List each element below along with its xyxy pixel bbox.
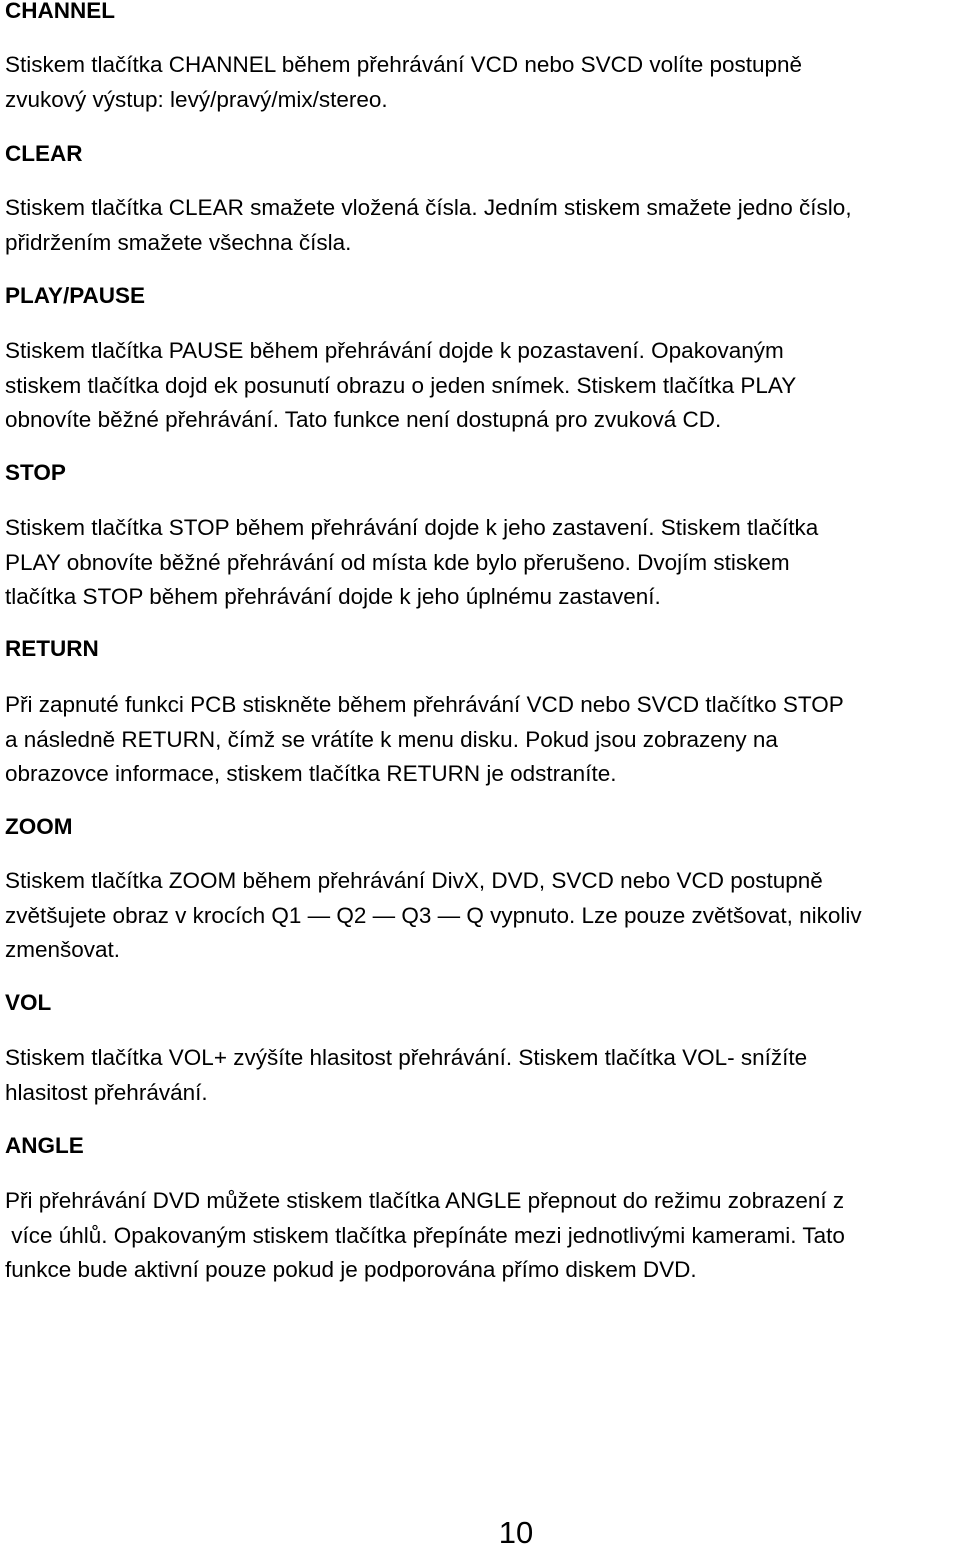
section-heading-return: RETURN xyxy=(5,636,99,661)
text-line: a následně RETURN, čímž se vrátíte k menu disku. Pokud jsou zobrazeny na xyxy=(5,726,778,752)
section-heading-angle: ANGLE xyxy=(5,1133,84,1158)
section-text-clear xyxy=(5,191,852,260)
section-heading-clear: CLEAR xyxy=(5,141,83,166)
section-text-channel xyxy=(5,48,802,117)
text-line: Stiskem tlačítka STOP během přehrávání dojde k jeho zastavení. Stiskem tlačítka xyxy=(5,515,819,540)
text-line: PLAY obnovíte běžné přehrávání od místa kde bylo přerušeno. Dvojím stiskem xyxy=(5,549,790,575)
section-text-return xyxy=(5,688,844,792)
text-line: Stiskem tlačítka CHANNEL během přehrávání VCD nebo SVCD volíte postupně xyxy=(5,52,803,77)
section-text-stop xyxy=(5,511,818,615)
text-line: Stiskem tlačítka CLEAR smažete vložená čísla. Jedním stiskem smažete jedno číslo, xyxy=(5,195,852,220)
section-heading-play-pause: PLAY/PAUSE xyxy=(5,283,146,308)
text-line: Stiskem tlačítka VOL+ zvýšíte hlasitost přehrávání. Stiskem tlačítka VOL- snížíte xyxy=(5,1045,808,1070)
section-text-zoom xyxy=(5,864,862,968)
section-heading-channel: CHANNEL xyxy=(5,0,115,23)
section-heading-stop: STOP xyxy=(5,460,66,485)
section-heading-zoom: ZOOM xyxy=(5,814,73,839)
text-line: hlasitost přehrávání. xyxy=(5,1079,208,1105)
text-line: přidržením smažete všechna čísla. xyxy=(5,229,352,255)
section-text-angle xyxy=(5,1184,845,1288)
text-line: Stiskem tlačítka PAUSE během přehrávání dojde k pozastavení. Opakovaným xyxy=(5,338,784,363)
text-line: více úhlů. Opakovaným stiskem tlačítka přepínáte mezi jednotlivými kamerami. Tato xyxy=(5,1222,845,1248)
text-line: obnovíte běžné přehrávání. Tato funkce není dostupná pro zvuková CD. xyxy=(5,407,722,432)
text-line: Při zapnuté funkci PCB stiskněte během přehrávání VCD nebo SVCD tlačítko STOP xyxy=(5,692,844,717)
text-line: Při přehrávání DVD můžete stiskem tlačítka ANGLE přepnout do režimu zobrazení z xyxy=(5,1188,845,1213)
text-line: stiskem tlačítka dojd ek posunutí obrazu o jeden snímek. Stiskem tlačítka PLAY xyxy=(5,372,797,398)
text-line: zmenšovat. xyxy=(5,937,121,962)
text-line: tlačítka STOP během přehrávání dojde k jeho úplnému zastavení. xyxy=(5,584,661,609)
text-line: zvětšujete obraz v krocích Q1 — Q2 — Q3 — Q vypnuto. Lze pouze zvětšovat, nikoliv xyxy=(5,902,862,928)
section-text-vol xyxy=(5,1041,807,1110)
section-text-play-pause xyxy=(5,334,796,438)
text-line: zvukový výstup: levý/pravý/mix/stereo. xyxy=(5,86,388,112)
section-heading-vol: VOL xyxy=(5,990,52,1015)
page-number: 10 xyxy=(498,1515,534,1550)
text-line: funkce bude aktivní pouze pokud je podporována přímo diskem DVD. xyxy=(5,1257,697,1282)
text-line: obrazovce informace, stiskem tlačítka RETURN je odstraníte. xyxy=(5,761,617,786)
text-line: Stiskem tlačítka ZOOM během přehrávání DivX, DVD, SVCD nebo VCD postupně xyxy=(5,868,823,893)
